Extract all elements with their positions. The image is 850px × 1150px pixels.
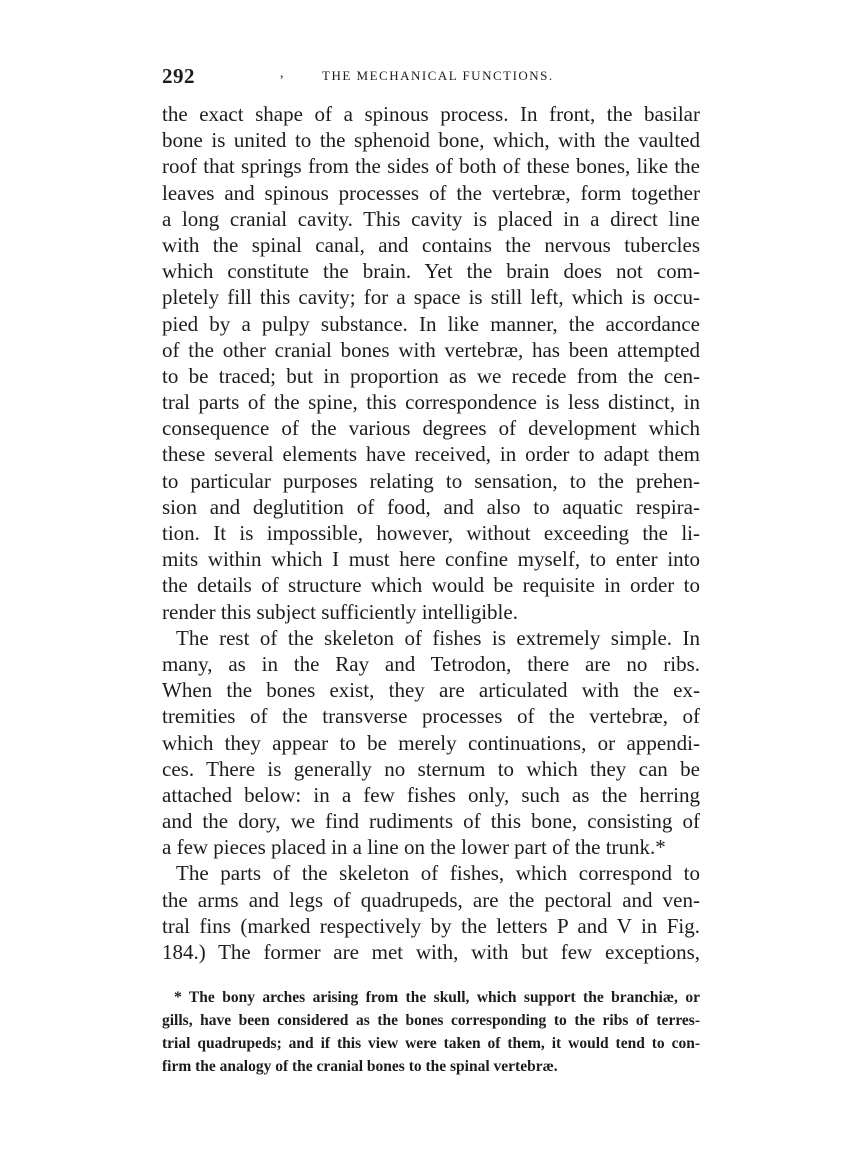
text-line: tral parts of the spine, this correspondence is less distinct, in bbox=[162, 390, 700, 415]
text-line: The parts of the skeleton of fishes, which correspond to bbox=[176, 861, 700, 886]
text-line: of the other cranial bones with vertebræ, has been attempted bbox=[162, 337, 700, 362]
footnote-line: firm the analogy of the cranial bones to the spinal vertebræ. bbox=[162, 1058, 558, 1075]
text-line: the details of structure which would be requisite in order to bbox=[162, 573, 700, 598]
text-line: many, as in the Ray and Tetrodon, there are no ribs. bbox=[162, 651, 700, 676]
text-line: render this subject sufficiently intelligible. bbox=[162, 599, 518, 624]
text-line: which constitute the brain. Yet the brain does not com- bbox=[162, 259, 700, 284]
text-line: tremities of the transverse processes of the vertebræ, of bbox=[162, 704, 700, 729]
text-line: When the bones exist, they are articulated with the ex- bbox=[162, 678, 700, 703]
footnote-line: gills, have been considered as the bones corresponding to the ribs of terres- bbox=[162, 1012, 700, 1029]
text-line: pletely fill this cavity; for a space is still left, which is occu- bbox=[162, 285, 700, 310]
text-line: mits within which I must here confine myself, to enter into bbox=[162, 547, 700, 572]
text-line: leaves and spinous processes of the vertebræ, form together bbox=[162, 180, 700, 205]
text-line: attached below: in a few fishes only, such as the herring bbox=[162, 782, 700, 807]
text-line: the exact shape of a spinous process. In front, the basilar bbox=[162, 102, 700, 126]
text-line: to be traced; but in proportion as we recede from the cen- bbox=[162, 363, 700, 388]
text-line: these several elements have received, in order to adapt them bbox=[162, 442, 700, 467]
text-line: roof that springs from the sides of both of these bones, like the bbox=[162, 154, 700, 179]
text-line: pied by a pulpy substance. In like manner, the accordance bbox=[162, 311, 700, 336]
text-line: The rest of the skeleton of fishes is extremely simple. In bbox=[176, 625, 700, 650]
body-text bbox=[162, 101, 700, 965]
text-line: ces. There is generally no sternum to which they can be bbox=[162, 756, 700, 781]
page-header bbox=[162, 64, 700, 90]
text-line: and the dory, we find rudiments of this bone, consisting of bbox=[162, 809, 700, 834]
footnote bbox=[162, 986, 700, 1078]
text-line: a long cranial cavity. This cavity is placed in a direct line bbox=[162, 206, 700, 231]
text-line: which they appear to be merely continuations, or appendi- bbox=[162, 730, 700, 755]
text-line: sion and deglutition of food, and also to aquatic respira- bbox=[162, 494, 700, 519]
text-line: to particular purposes relating to sensation, to the prehen- bbox=[162, 468, 700, 493]
text-line: consequence of the various degrees of development which bbox=[162, 416, 700, 441]
text-line: a few pieces placed in a line on the lower part of the trunk.* bbox=[162, 835, 666, 860]
header-mark: , bbox=[280, 66, 284, 81]
page-number: 292 bbox=[162, 64, 195, 88]
text-line: 184.) The former are met with, with but few exceptions, bbox=[162, 940, 700, 964]
text-line: tion. It is impossible, however, without exceeding the li- bbox=[162, 521, 700, 545]
text-line: the arms and legs of quadrupeds, are the pectoral and ven- bbox=[162, 887, 700, 912]
running-head: THE MECHANICAL FUNCTIONS. bbox=[322, 68, 554, 83]
footnote-line: * The bony arches arising from the skull, which support the branchiæ, or bbox=[174, 989, 700, 1006]
text-line: bone is united to the sphenoid bone, which, with the vaulted bbox=[162, 128, 700, 153]
text-line: with the spinal canal, and contains the nervous tubercles bbox=[162, 232, 700, 257]
footnote-line: trial quadrupeds; and if this view were taken of them, it would tend to con- bbox=[162, 1035, 700, 1052]
text-line: tral fins (marked respectively by the letters P and V in Fig. bbox=[162, 913, 700, 938]
